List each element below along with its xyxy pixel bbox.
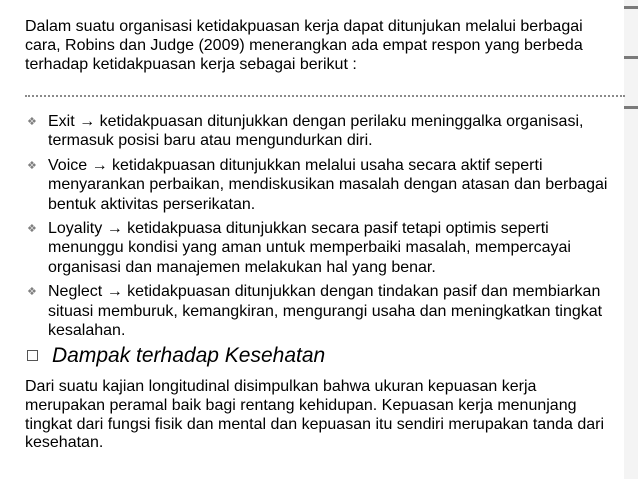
decorative-line — [624, 106, 638, 109]
outro-paragraph: Dari suatu kajian longitudinal disimpulkan bahwa ukuran kepuasan kerja merupakan peramal baik bagi rentang kehidupan. Kepuasan kerja menunjang tingkat dari fungsi fisik dan mental dan kepuasan itu sendiri merupakan tanda dari kesehatan. — [25, 378, 605, 452]
decorative-line — [624, 6, 638, 9]
diamond-bullet-icon: ❖ — [27, 116, 37, 128]
decorative-line — [624, 56, 638, 59]
diamond-bullet-icon: ❖ — [27, 286, 37, 299]
list-item-text: Loyality → ketidakpuasa ditunjukkan secara pasif tetapi optimis seperti menunggu kondisi yang aman untuk memperbaiki masalah, mempercayai organisasi dan manajemen melakukan hal yang benar. — [48, 220, 571, 276]
list-item — [25, 219, 615, 277]
list-item — [25, 282, 615, 340]
diamond-bullet-icon: ❖ — [27, 223, 37, 236]
list-item-text: Exit → ketidakpuasan ditunjukkan dengan perilaku meninggalka organisasi, termasuk posisi baru atau mengundurkan diri. — [48, 113, 584, 150]
diamond-bullet-icon: ❖ — [27, 159, 37, 172]
list-item-text: Voice → ketidakpuasan ditunjukkan melalui usaha secara aktif seperti menyarankan perbaikan, mendiskusikan masalah dengan atasan dan berbagai bentuk aktivitas perserikatan. — [48, 156, 608, 213]
slide-side-bar — [624, 0, 638, 479]
square-bullet-icon — [27, 350, 38, 361]
response-list — [25, 112, 615, 345]
list-item — [25, 156, 615, 214]
section-heading — [25, 343, 615, 369]
list-item-text: Neglect → ketidakpuasan ditunjukkan dengan tindakan pasif dan membiarkan situasi memburuk, kemangkiran, mengurangi usaha dan meningkatkan tingkat kesalahan. — [48, 283, 603, 340]
intro-paragraph: Dalam suatu organisasi ketidakpuasan kerja dapat ditunjukan melalui berbagai cara, Robins dan Judge (2009) menerangkan ada empat respon yang berbeda terhadap ketidakpuasan kerja sebagai berikut : — [25, 18, 583, 73]
section-title: Dampak terhadap Kesehatan — [52, 344, 326, 367]
list-item — [25, 112, 615, 151]
dotted-divider — [25, 95, 625, 97]
decorative-lines — [624, 0, 638, 120]
